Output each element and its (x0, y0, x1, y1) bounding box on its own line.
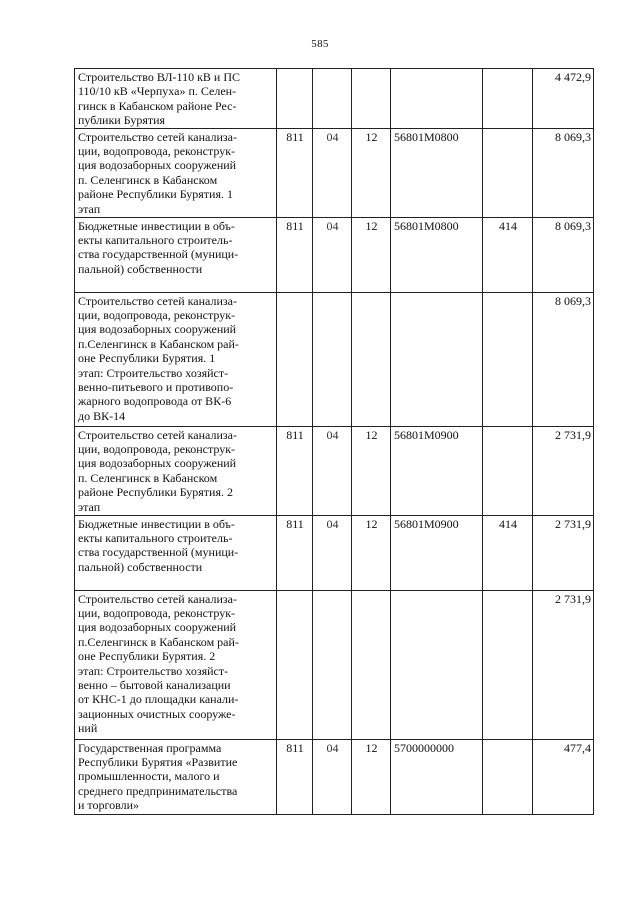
row-ved-code (277, 292, 313, 426)
row-name-cell (75, 426, 277, 515)
table-row (75, 739, 594, 814)
row-name-cell (75, 69, 277, 129)
row-ved-code: 811 (277, 739, 313, 814)
row-name-cell (75, 128, 277, 217)
table-row (75, 426, 594, 515)
table-row (75, 128, 594, 217)
table-row (75, 69, 594, 129)
row-amount: 4 472,9 (533, 69, 594, 129)
row-section-code (313, 292, 352, 426)
row-target-article-code: 56801M0800 (391, 128, 483, 217)
row-name-cell (75, 739, 277, 814)
row-ved-code: 811 (277, 217, 313, 292)
row-expense-type-code: 414 (483, 217, 533, 292)
row-name: Строительство сетей канализа- ции, водопровода, реконструк- ция водозаборных сооружений п. Селенгинск в Кабанском районе Республики Бурятия. 2 этап (78, 427, 237, 514)
row-ved-code: 811 (277, 128, 313, 217)
row-target-article-code (391, 69, 483, 129)
row-ved-code: 811 (277, 515, 313, 590)
row-section-code: 04 (313, 739, 352, 814)
row-amount: 477,4 (533, 739, 594, 814)
row-target-article-code (391, 292, 483, 426)
row-name-cell (75, 515, 277, 590)
row-amount: 2 731,9 (533, 590, 594, 739)
row-section-code (313, 69, 352, 129)
row-target-article-code: 56801M0900 (391, 426, 483, 515)
row-amount: 8 069,3 (533, 292, 594, 426)
row-subsection-code: 12 (352, 128, 391, 217)
row-name: Бюджетные инвестиции в объ- екты капитального строитель- ства государственной (муници- пальной) собственности (78, 516, 239, 574)
row-target-article-code: 56801M0800 (391, 217, 483, 292)
table-row (75, 217, 594, 292)
row-subsection-code: 12 (352, 426, 391, 515)
row-amount: 8 069,3 (533, 217, 594, 292)
table-row (75, 515, 594, 590)
row-section-code: 04 (313, 128, 352, 217)
budget-table (74, 68, 594, 815)
row-amount: 2 731,9 (533, 515, 594, 590)
row-section-code (313, 590, 352, 739)
row-subsection-code (352, 69, 391, 129)
table-row (75, 292, 594, 426)
row-amount: 2 731,9 (533, 426, 594, 515)
row-target-article-code (391, 590, 483, 739)
budget-table-body (75, 69, 594, 815)
row-section-code: 04 (313, 515, 352, 590)
row-subsection-code (352, 292, 391, 426)
row-expense-type-code (483, 426, 533, 515)
row-subsection-code: 12 (352, 217, 391, 292)
row-ved-code (277, 69, 313, 129)
row-section-code: 04 (313, 217, 352, 292)
row-name-cell (75, 292, 277, 426)
page-number: 585 (311, 38, 329, 50)
row-name: Строительство сетей канализа- ции, водопровода, реконструк- ция водозаборных сооружений п.Селенгинск в Кабанском рай- оне Республики Бурятия. 1 этап: Строительство хозяйст- венно-питьевого и противопо- жарного водопровода от ВК-6 до ВК-14 (78, 293, 239, 423)
row-section-code: 04 (313, 426, 352, 515)
row-expense-type-code (483, 69, 533, 129)
row-target-article-code: 56801M0900 (391, 515, 483, 590)
row-subsection-code (352, 590, 391, 739)
row-ved-code (277, 590, 313, 739)
row-name-cell (75, 217, 277, 292)
row-name: Государственная программа Республики Бурятия «Развитие промышленности, малого и среднего предпринимательства и торговли» (78, 740, 238, 813)
row-expense-type-code (483, 292, 533, 426)
row-amount: 8 069,3 (533, 128, 594, 217)
row-expense-type-code (483, 590, 533, 739)
row-name-cell (75, 590, 277, 739)
row-target-article-code: 5700000000 (391, 739, 483, 814)
row-expense-type-code (483, 128, 533, 217)
table-row (75, 590, 594, 739)
row-name: Строительство сетей канализа- ции, водопровода, реконструк- ция водозаборных сооружений п.Селенгинск в Кабанском рай- оне Республики Бурятия. 2 этап: Строительство хозяйст- венно – бытовой канализации от КНС-1 до площадки канали- зационных очистных сооруже- ний (78, 591, 239, 736)
row-expense-type-code (483, 739, 533, 814)
row-name: Бюджетные инвестиции в объ- екты капитального строитель- ства государственной (муници- пальной) собственности (78, 218, 239, 276)
row-ved-code: 811 (277, 426, 313, 515)
row-name: Строительство ВЛ-110 кВ и ПС 110/10 кВ «Черпуха» п. Селен- гинск в Кабанском районе Рес- публики Бурятия (78, 70, 241, 128)
row-subsection-code: 12 (352, 515, 391, 590)
row-expense-type-code: 414 (483, 515, 533, 590)
row-name: Строительство сетей канализа- ции, водопровода, реконструк- ция водозаборных сооружений п. Селенгинск в Кабанском районе Республики Бурятия. 1 этап (78, 129, 237, 216)
row-subsection-code: 12 (352, 739, 391, 814)
